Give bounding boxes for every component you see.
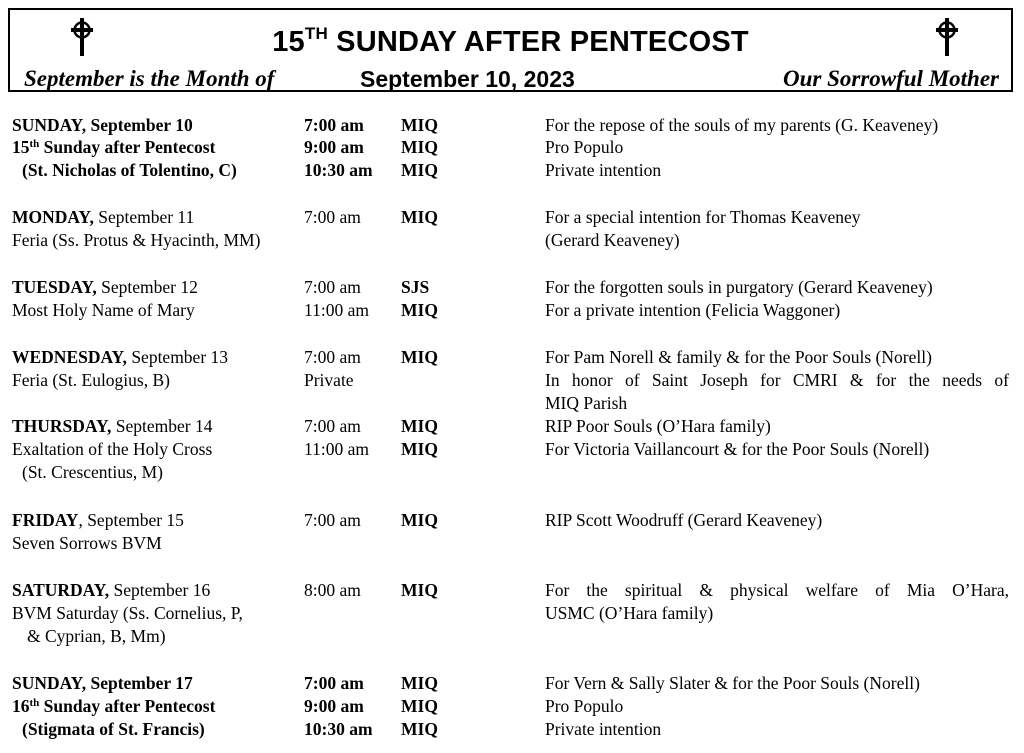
day-heading: SATURDAY, September 16: [12, 580, 211, 600]
celebrant: SJS: [401, 277, 430, 297]
intention: For a private intention (Felicia Waggoner): [545, 300, 841, 320]
intention: RIP Scott Woodruff (Gerard Keaveney): [545, 510, 823, 530]
bulletin-date: September 10, 2023: [360, 66, 575, 92]
celebrant: MIQ: [401, 416, 438, 436]
celtic-cross-icon: [933, 18, 961, 56]
celebrant: MIQ: [401, 300, 438, 320]
mass-time: 10:30 am: [304, 160, 373, 180]
mass-time: 8:00 am: [304, 580, 361, 600]
intention: For the forgotten souls in purgatory (Gerard Keaveney): [545, 277, 933, 297]
intention: (Gerard Keaveney): [545, 230, 680, 250]
feast-line: (Stigmata of St. Francis): [22, 719, 205, 739]
mass-time: 11:00 am: [304, 300, 369, 320]
intention: For the repose of the souls of my parents (G. Keaveney): [545, 115, 939, 135]
intention: Pro Populo: [545, 137, 624, 157]
feast-line: Feria (St. Eulogius, B): [12, 370, 170, 390]
celebrant: MIQ: [401, 580, 438, 600]
intention: For the spiritual & physical welfare of Mia O’Hara,: [545, 580, 1009, 600]
mass-time: 11:00 am: [304, 439, 369, 459]
mass-time: 7:00 am: [304, 347, 361, 367]
page-title: 15TH SUNDAY AFTER PENTECOST: [272, 24, 749, 58]
month-dedication-left: September is the Month of: [24, 66, 275, 91]
mass-time: 7:00 am: [304, 416, 361, 436]
mass-time: 7:00 am: [304, 115, 364, 135]
celebrant: MIQ: [401, 673, 438, 693]
celebrant: MIQ: [401, 510, 438, 530]
mass-time: 9:00 am: [304, 137, 364, 157]
celebrant: MIQ: [401, 347, 438, 367]
mass-time: 7:00 am: [304, 277, 361, 297]
celebrant: MIQ: [401, 207, 438, 227]
mass-time: Private: [304, 370, 354, 390]
feast-line: BVM Saturday (Ss. Cornelius, P,: [12, 603, 243, 623]
month-dedication-right: Our Sorrowful Mother: [782, 66, 999, 91]
feast-line: & Cyprian, B, Mm): [27, 626, 166, 646]
intention: Pro Populo: [545, 696, 624, 716]
feast-line: Most Holy Name of Mary: [12, 300, 195, 320]
day-heading: MONDAY, September 11: [12, 207, 195, 227]
celebrant: MIQ: [401, 137, 438, 157]
feast-line: Feria (Ss. Protus & Hyacinth, MM): [12, 230, 261, 250]
celebrant: MIQ: [401, 115, 438, 135]
day-heading: FRIDAY, September 15: [12, 510, 184, 530]
mass-time: 7:00 am: [304, 673, 364, 693]
feast-line: 16th Sunday after Pentecost: [12, 696, 216, 716]
feast-line: (St. Nicholas of Tolentino, C): [22, 160, 237, 180]
feast-line: 15th Sunday after Pentecost: [12, 137, 216, 157]
intention: For Pam Norell & family & for the Poor Souls (Norell): [545, 347, 932, 367]
celebrant: MIQ: [401, 719, 438, 739]
feast-line: Exaltation of the Holy Cross: [12, 439, 213, 459]
celebrant: MIQ: [401, 439, 438, 459]
intention: For Vern & Sally Slater & for the Poor Souls (Norell): [545, 673, 920, 693]
intention: For Victoria Vaillancourt & for the Poor Souls (Norell): [545, 439, 930, 459]
day-heading: SUNDAY, September 10: [12, 115, 193, 135]
mass-time: 9:00 am: [304, 696, 364, 716]
intention: Private intention: [545, 719, 662, 739]
day-heading: SUNDAY, September 17: [12, 673, 193, 693]
intention: For a special intention for Thomas Keaveney: [545, 207, 861, 227]
day-heading: TUESDAY, September 12: [12, 277, 198, 297]
mass-time: 7:00 am: [304, 207, 361, 227]
bulletin-header: [8, 8, 1013, 92]
intention: Private intention: [545, 160, 662, 180]
celebrant: MIQ: [401, 696, 438, 716]
mass-time: 10:30 am: [304, 719, 373, 739]
intention: In honor of Saint Joseph for CMRI & for the needs of: [545, 370, 1009, 390]
intention: RIP Poor Souls (O’Hara family): [545, 416, 771, 436]
feast-line: (St. Crescentius, M): [22, 462, 163, 482]
day-heading: WEDNESDAY, September 13: [12, 347, 229, 367]
intention: USMC (O’Hara family): [545, 603, 714, 623]
intention: MIQ Parish: [545, 393, 628, 413]
mass-time: 7:00 am: [304, 510, 361, 530]
day-heading: THURSDAY, September 14: [12, 416, 213, 436]
celebrant: MIQ: [401, 160, 438, 180]
feast-line: Seven Sorrows BVM: [12, 533, 162, 553]
